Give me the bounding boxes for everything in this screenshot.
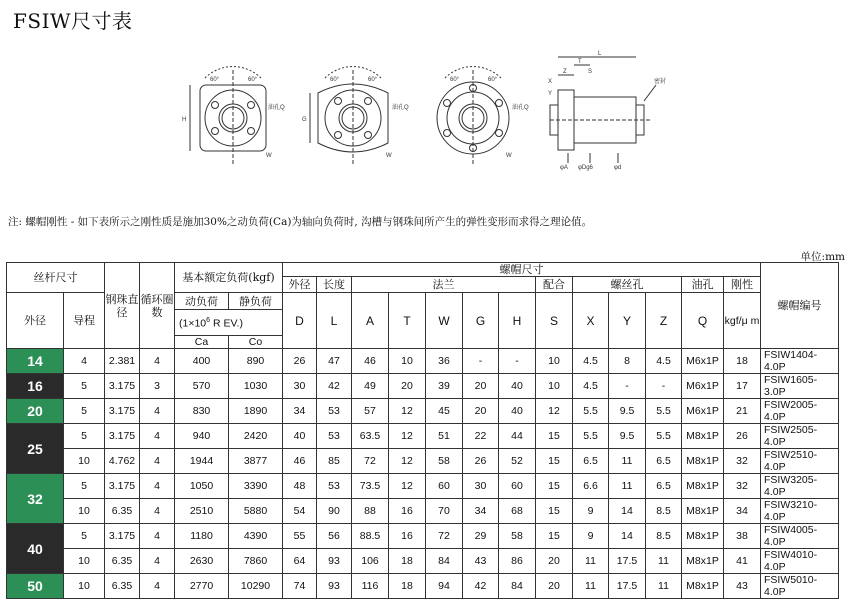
- dim-z-label: Z: [563, 69, 567, 75]
- table-cell: 116: [352, 574, 389, 599]
- header-L: L: [317, 293, 352, 349]
- table-cell: M8x1P: [682, 524, 724, 549]
- table-cell: 40: [499, 374, 536, 399]
- table-cell: 890: [229, 349, 283, 374]
- table-cell: 10: [536, 349, 573, 374]
- header-rigidity: 刚性: [724, 277, 761, 293]
- unit-label: 单位:mm: [800, 251, 845, 263]
- table-cell: 8.5: [646, 524, 682, 549]
- table-cell: 93: [317, 574, 352, 599]
- table-cell: 34: [724, 499, 761, 524]
- table-cell: 9.5: [609, 399, 646, 424]
- table-cell: 5: [64, 399, 105, 424]
- table-cell: 10: [389, 349, 426, 374]
- table-cell: 20: [463, 399, 499, 424]
- table-cell: 26: [283, 349, 317, 374]
- table-cell: 400: [175, 349, 229, 374]
- table-cell: 12: [389, 474, 426, 499]
- table-cell: 94: [426, 574, 463, 599]
- header-oil-hole: 油孔: [682, 277, 724, 293]
- table-cell: 63.5: [352, 424, 389, 449]
- table-cell: 18: [389, 549, 426, 574]
- table-cell: 30: [463, 474, 499, 499]
- table-cell: 1030: [229, 374, 283, 399]
- table-cell: 11: [609, 449, 646, 474]
- table-cell: 1890: [229, 399, 283, 424]
- table-cell: 11: [573, 549, 609, 574]
- table-cell: 5: [64, 524, 105, 549]
- header-static: 静负荷: [229, 293, 283, 310]
- table-cell: 3.175: [105, 374, 140, 399]
- header-S: S: [536, 293, 573, 349]
- table-cell: M6x1P: [682, 374, 724, 399]
- table-cell: 11: [573, 574, 609, 599]
- header-Y: Y: [609, 293, 646, 349]
- table-cell: 9: [573, 524, 609, 549]
- fsiw-dimension-table: [6, 262, 839, 599]
- header-W: W: [426, 293, 463, 349]
- table-cell: 3: [140, 374, 175, 399]
- table-cell: 4.5: [646, 349, 682, 374]
- table-cell: 48: [283, 474, 317, 499]
- table-cell: 9: [573, 499, 609, 524]
- table-cell: 10: [64, 449, 105, 474]
- table-cell: 830: [175, 399, 229, 424]
- table-cell: 12: [536, 399, 573, 424]
- table-cell: 88.5: [352, 524, 389, 549]
- table-cell: 17.5: [609, 574, 646, 599]
- table-row: [7, 574, 839, 599]
- table-cell: 5: [64, 424, 105, 449]
- table-cell: M6x1P: [682, 399, 724, 424]
- dim-a-label: φA: [560, 165, 568, 171]
- table-cell: 12: [389, 449, 426, 474]
- dim-d-label: φDg6: [578, 165, 593, 171]
- header-Q: Q: [682, 293, 724, 349]
- table-cell: 11: [609, 474, 646, 499]
- table-cell: 53: [317, 424, 352, 449]
- header-circuits: 循环圈数: [140, 263, 175, 349]
- table-cell: 18: [724, 349, 761, 374]
- table-cell: 10: [64, 574, 105, 599]
- table-cell: 47: [317, 349, 352, 374]
- table-cell: 2510: [175, 499, 229, 524]
- table-cell: 58: [499, 524, 536, 549]
- screw-size-cell: 14: [7, 349, 64, 374]
- page-title: FSIW尺寸表: [13, 9, 133, 33]
- nut-number-cell: FSIW2505-4.0P: [761, 424, 839, 449]
- table-cell: 1944: [175, 449, 229, 474]
- table-cell: 88: [352, 499, 389, 524]
- dim-t-label: T: [578, 59, 582, 65]
- header-ball-dia: 钢珠直径: [105, 263, 140, 349]
- header-H: H: [499, 293, 536, 349]
- table-cell: 5.5: [573, 399, 609, 424]
- table-cell: 56: [317, 524, 352, 549]
- header-flange: 法兰: [352, 277, 536, 293]
- table-cell: 5.5: [573, 424, 609, 449]
- table-cell: 1050: [175, 474, 229, 499]
- dim-l-label: L: [598, 51, 602, 57]
- table-row: [7, 499, 839, 524]
- table-cell: 90: [317, 499, 352, 524]
- table-cell: 34: [283, 399, 317, 424]
- table-cell: 15: [536, 524, 573, 549]
- table-cell: 3.175: [105, 399, 140, 424]
- header-D: D: [283, 293, 317, 349]
- table-cell: 44: [499, 424, 536, 449]
- screw-size-cell: 16: [7, 374, 64, 399]
- header-G: G: [463, 293, 499, 349]
- table-row: [7, 474, 839, 499]
- table-cell: 10: [64, 549, 105, 574]
- dim-y-label: Y: [548, 91, 553, 97]
- table-cell: 53: [317, 474, 352, 499]
- dim-h-label: H: [182, 117, 187, 123]
- dim-dk-label: φd: [614, 165, 622, 171]
- table-cell: 15: [536, 499, 573, 524]
- table-cell: 32: [724, 449, 761, 474]
- table-cell: 3.175: [105, 424, 140, 449]
- table-cell: 34: [463, 499, 499, 524]
- table-cell: 55: [283, 524, 317, 549]
- table-cell: 10: [64, 499, 105, 524]
- table-cell: 14: [609, 524, 646, 549]
- screw-size-cell: 40: [7, 524, 64, 574]
- table-cell: 17.5: [609, 549, 646, 574]
- table-cell: M8x1P: [682, 424, 724, 449]
- table-cell: 15: [536, 474, 573, 499]
- table-cell: 40: [499, 399, 536, 424]
- screw-size-cell: 50: [7, 574, 64, 599]
- header-basic-load: 基本额定负荷(kgf): [175, 263, 283, 293]
- table-cell: -: [609, 374, 646, 399]
- table-cell: 5880: [229, 499, 283, 524]
- table-cell: 72: [426, 524, 463, 549]
- table-cell: 20: [463, 374, 499, 399]
- screw-size-cell: 32: [7, 474, 64, 524]
- table-cell: 43: [724, 574, 761, 599]
- table-cell: 106: [352, 549, 389, 574]
- header-dynamic: 动负荷: [175, 293, 229, 310]
- table-cell: 2630: [175, 549, 229, 574]
- table-cell: 73.5: [352, 474, 389, 499]
- header-length: 长度: [317, 277, 352, 293]
- seal-label: 密封: [654, 79, 667, 85]
- table-cell: 4: [140, 399, 175, 424]
- dim-s-label: S: [588, 69, 593, 75]
- table-header: [7, 263, 839, 349]
- table-cell: 6.5: [646, 449, 682, 474]
- table-cell: 22: [463, 424, 499, 449]
- table-cell: M8x1P: [682, 549, 724, 574]
- table-cell: 6.35: [105, 499, 140, 524]
- header-lead: 导程: [64, 293, 105, 349]
- table-cell: 4: [140, 524, 175, 549]
- table-cell: 17: [724, 374, 761, 399]
- table-cell: 5.5: [646, 424, 682, 449]
- table-cell: 20: [536, 574, 573, 599]
- screw-size-cell: 20: [7, 399, 64, 424]
- table-cell: 4.762: [105, 449, 140, 474]
- table-cell: 11: [646, 574, 682, 599]
- table-cell: 51: [426, 424, 463, 449]
- table-cell: 4.5: [573, 349, 609, 374]
- table-cell: 4.5: [573, 374, 609, 399]
- table-cell: 85: [317, 449, 352, 474]
- table-cell: -: [463, 349, 499, 374]
- angle-label: 60°: [330, 77, 340, 83]
- table-cell: 5.5: [646, 399, 682, 424]
- table-cell: M8x1P: [682, 499, 724, 524]
- table-cell: 26: [724, 424, 761, 449]
- table-cell: 21: [724, 399, 761, 424]
- table-cell: 53: [317, 399, 352, 424]
- table-cell: 84: [426, 549, 463, 574]
- table-cell: 12: [389, 399, 426, 424]
- table-cell: 7860: [229, 549, 283, 574]
- table-cell: 15: [536, 449, 573, 474]
- header-ev: ($1\times 10^6$ R EV.): [175, 310, 283, 336]
- header-rigidity-unit: kgf/μ m: [724, 293, 761, 349]
- table-cell: 14: [609, 499, 646, 524]
- table-cell: 43: [463, 549, 499, 574]
- table-cell: 4: [64, 349, 105, 374]
- dim-w-label: W: [386, 153, 392, 159]
- header-screw-size: 丝杆尺寸: [7, 263, 105, 293]
- table-cell: 38: [724, 524, 761, 549]
- table-cell: 6.35: [105, 574, 140, 599]
- table-cell: 940: [175, 424, 229, 449]
- table-cell: M8x1P: [682, 449, 724, 474]
- table-cell: 16: [389, 524, 426, 549]
- table-cell: 9.5: [609, 424, 646, 449]
- table-cell: M8x1P: [682, 574, 724, 599]
- nut-number-cell: FSIW2510-4.0P: [761, 449, 839, 474]
- table-cell: 6.6: [573, 474, 609, 499]
- table-cell: 4: [140, 449, 175, 474]
- table-cell: 5: [64, 474, 105, 499]
- table-cell: 46: [352, 349, 389, 374]
- table-cell: 16: [389, 499, 426, 524]
- oil-hole-label: 油孔Q: [392, 105, 409, 111]
- table-cell: -: [499, 349, 536, 374]
- nut-number-cell: FSIW3205-4.0P: [761, 474, 839, 499]
- nut-number-cell: FSIW3210-4.0P: [761, 499, 839, 524]
- table-cell: 4: [140, 499, 175, 524]
- angle-label: 60°: [210, 77, 220, 83]
- table-cell: 4390: [229, 524, 283, 549]
- table-cell: 86: [499, 549, 536, 574]
- header-Z: Z: [646, 293, 682, 349]
- table-cell: 39: [426, 374, 463, 399]
- table-cell: 4: [140, 349, 175, 374]
- table-cell: 4: [140, 574, 175, 599]
- table-cell: 3390: [229, 474, 283, 499]
- table-cell: 8.5: [646, 499, 682, 524]
- table-row: [7, 524, 839, 549]
- table-cell: 40: [283, 424, 317, 449]
- table-cell: M8x1P: [682, 474, 724, 499]
- nut-number-cell: FSIW4010-4.0P: [761, 549, 839, 574]
- dim-w-label: W: [266, 153, 272, 159]
- dim-x-label: X: [548, 79, 553, 85]
- table-cell: M6x1P: [682, 349, 724, 374]
- table-cell: 4: [140, 549, 175, 574]
- table-cell: 68: [499, 499, 536, 524]
- table-cell: 72: [352, 449, 389, 474]
- angle-label: 60°: [368, 77, 378, 83]
- oil-hole-label: 油孔Q: [512, 105, 529, 111]
- table-cell: 570: [175, 374, 229, 399]
- table-cell: 70: [426, 499, 463, 524]
- table-cell: 42: [317, 374, 352, 399]
- table-cell: 49: [352, 374, 389, 399]
- table-cell: 30: [283, 374, 317, 399]
- table-cell: 8: [609, 349, 646, 374]
- table-cell: 45: [426, 399, 463, 424]
- table-cell: 3877: [229, 449, 283, 474]
- header-outer-dia: 外径: [7, 293, 64, 349]
- nut-technical-drawing: [170, 45, 680, 175]
- header-A: A: [352, 293, 389, 349]
- table-cell: 2770: [175, 574, 229, 599]
- header-X: X: [573, 293, 609, 349]
- angle-label: 60°: [488, 77, 498, 83]
- table-cell: 36: [426, 349, 463, 374]
- table-row: [7, 399, 839, 424]
- table-cell: 4: [140, 474, 175, 499]
- header-nut-no: 螺帽编号: [761, 263, 839, 349]
- table-cell: 18: [389, 574, 426, 599]
- table-cell: 6.5: [573, 449, 609, 474]
- table-cell: 26: [463, 449, 499, 474]
- header-nut-size: 螺帽尺寸: [283, 263, 761, 277]
- table-cell: 41: [724, 549, 761, 574]
- table-cell: 2420: [229, 424, 283, 449]
- table-cell: 15: [536, 424, 573, 449]
- header-nut-outer: 外径: [283, 277, 317, 293]
- table-body: [7, 349, 839, 599]
- dim-g-label: G: [302, 117, 307, 123]
- table-cell: 42: [463, 574, 499, 599]
- table-cell: 52: [499, 449, 536, 474]
- dim-w-label: W: [506, 153, 512, 159]
- oil-hole-label: 油孔Q: [268, 105, 285, 111]
- angle-label: 60°: [450, 77, 460, 83]
- table-cell: 84: [499, 574, 536, 599]
- table-cell: 32: [724, 474, 761, 499]
- table-row: [7, 549, 839, 574]
- table-cell: 1180: [175, 524, 229, 549]
- header-bolt-hole: 螺丝孔: [573, 277, 682, 293]
- table-cell: 93: [317, 549, 352, 574]
- table-cell: 3.175: [105, 474, 140, 499]
- table-row: [7, 349, 839, 374]
- table-cell: 6.35: [105, 549, 140, 574]
- rigidity-note: 注: 螺帽刚性 - 如下表所示之刚性质是施加30%之动负荷(Ca)为轴向负荷时, 沟槽与钢珠间所产生的弹性变形而求得之理论值。: [8, 216, 593, 228]
- table-cell: 10: [536, 374, 573, 399]
- table-cell: 5: [64, 374, 105, 399]
- header-fit: 配合: [536, 277, 573, 293]
- screw-size-cell: 25: [7, 424, 64, 474]
- table-row: [7, 424, 839, 449]
- table-cell: 12: [389, 424, 426, 449]
- table-cell: 11: [646, 549, 682, 574]
- header-T: T: [389, 293, 426, 349]
- table-cell: 54: [283, 499, 317, 524]
- nut-number-cell: FSIW2005-4.0P: [761, 399, 839, 424]
- table-cell: 20: [536, 549, 573, 574]
- table-cell: 3.175: [105, 524, 140, 549]
- table-cell: 60: [426, 474, 463, 499]
- table-row: [7, 449, 839, 474]
- header-co: Co: [229, 336, 283, 349]
- table-cell: 4: [140, 424, 175, 449]
- angle-label: 60°: [248, 77, 258, 83]
- header-ca: Ca: [175, 336, 229, 349]
- table-cell: 20: [389, 374, 426, 399]
- nut-number-cell: FSIW4005-4.0P: [761, 524, 839, 549]
- table-cell: 46: [283, 449, 317, 474]
- table-cell: 6.5: [646, 474, 682, 499]
- front-view-3: [437, 67, 509, 165]
- table-row: [7, 374, 839, 399]
- table-cell: 57: [352, 399, 389, 424]
- table-cell: 74: [283, 574, 317, 599]
- table-cell: 10290: [229, 574, 283, 599]
- nut-number-cell: FSIW5010-4.0P: [761, 574, 839, 599]
- nut-number-cell: FSIW1404-4.0P: [761, 349, 839, 374]
- table-cell: 60: [499, 474, 536, 499]
- table-cell: 58: [426, 449, 463, 474]
- table-cell: 2.381: [105, 349, 140, 374]
- table-cell: 64: [283, 549, 317, 574]
- table-cell: -: [646, 374, 682, 399]
- table-cell: 29: [463, 524, 499, 549]
- nut-number-cell: FSIW1605-3.0P: [761, 374, 839, 399]
